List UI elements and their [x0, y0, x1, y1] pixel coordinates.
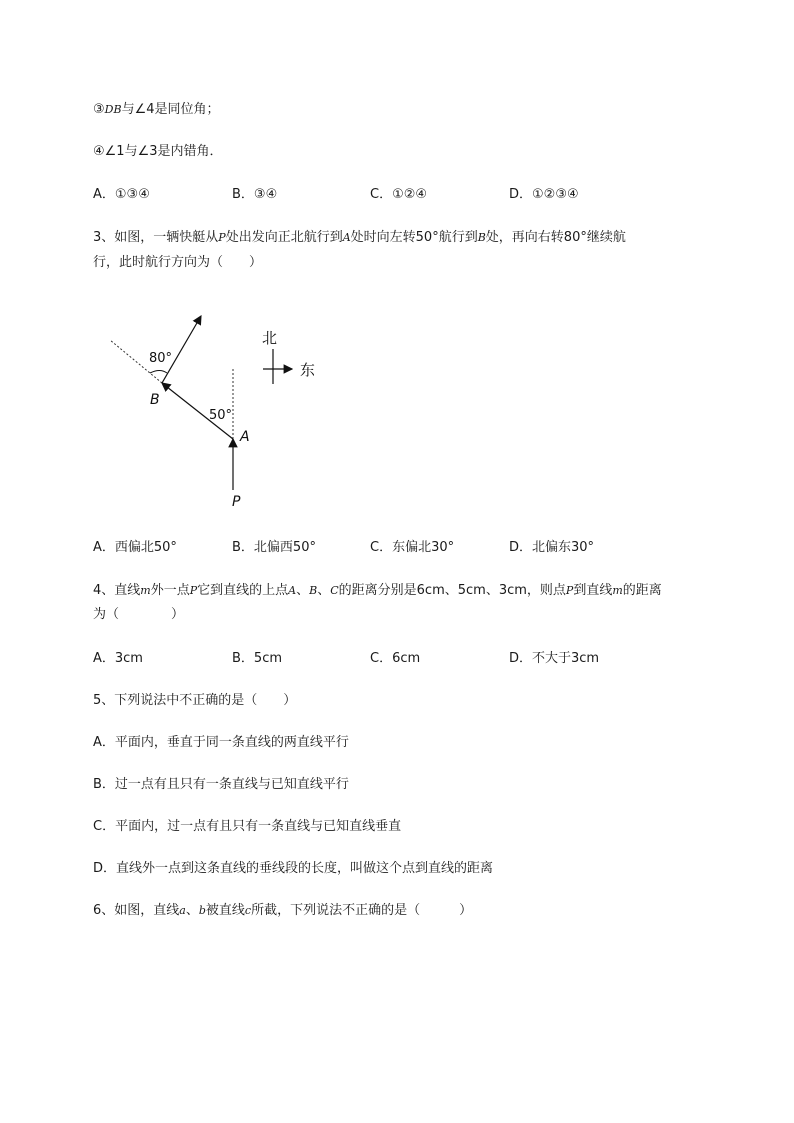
q2-option-d: D．①②③④: [509, 187, 579, 202]
q5-stem: 5、下列说法中不正确的是（ ）: [93, 693, 297, 708]
point-label-b: B: [150, 392, 160, 408]
statement-3: [93, 101, 220, 119]
compass-north-label: 北: [262, 329, 278, 347]
q4-option-b: B．5cm: [232, 651, 283, 666]
q3-figure: [100, 305, 340, 515]
q2-option-a: A．①③④: [93, 187, 150, 202]
q3-option-c: C．东偏北30°: [370, 540, 455, 555]
point-label-a: A: [240, 429, 250, 445]
compass-east-label: 东: [300, 361, 316, 379]
q2-option-c: C．①②④: [370, 187, 428, 202]
q6-stem: 6、如图，直线a、b被直线c所截，下列说法不正确的是（ ）: [93, 903, 473, 918]
circled-3: ③: [93, 102, 105, 117]
q2-option-b: B．③④: [232, 187, 278, 202]
q4-stem-line1: 4、直线m外一点P它到直线的上点A、B、C的距离分别是6cm、5cm、3cm，则点P到直线m的距离: [93, 583, 662, 598]
q5-option-c: C．平面内，过一点有且只有一条直线与已知直线垂直: [93, 819, 402, 834]
q5-option-b: B．过一点有且只有一条直线与已知直线平行: [93, 777, 349, 792]
path-after-b: [162, 316, 201, 383]
angle-label-80: 80°: [149, 351, 173, 366]
q3-stem-line2: 行，此时航行方向为（ ）: [93, 255, 263, 270]
statement-3-text: 与∠4是同位角；: [121, 102, 220, 117]
q4-option-d: D．不大于3cm: [509, 651, 600, 666]
angle-arc-80: [150, 371, 167, 374]
q4-option-c: C．6cm: [370, 651, 421, 666]
q5-option-d: D．直线外一点到这条直线的垂线段的长度，叫做这个点到直线的距离: [93, 861, 494, 876]
point-label-p: P: [232, 494, 241, 510]
q3-option-d: D．北偏东30°: [509, 540, 595, 555]
q4-stem-line2: 为（ ）: [93, 607, 185, 622]
q4-option-a: A．3cm: [93, 651, 143, 666]
statement-4: ④∠1与∠3是内错角．: [93, 144, 223, 159]
var-DB: DB: [104, 103, 122, 116]
angle-label-50: 50°: [209, 408, 233, 423]
q3-option-b: B．北偏西50°: [232, 540, 316, 555]
q3-stem-line1: 3、如图，一辆快艇从P处出发向正北航行到A处时向左转50°航行到B处，再向右转80°继续航: [93, 230, 626, 245]
q3-option-a: A．西偏北50°: [93, 540, 177, 555]
q5-option-a: A．平面内，垂直于同一条直线的两直线平行: [93, 735, 349, 750]
